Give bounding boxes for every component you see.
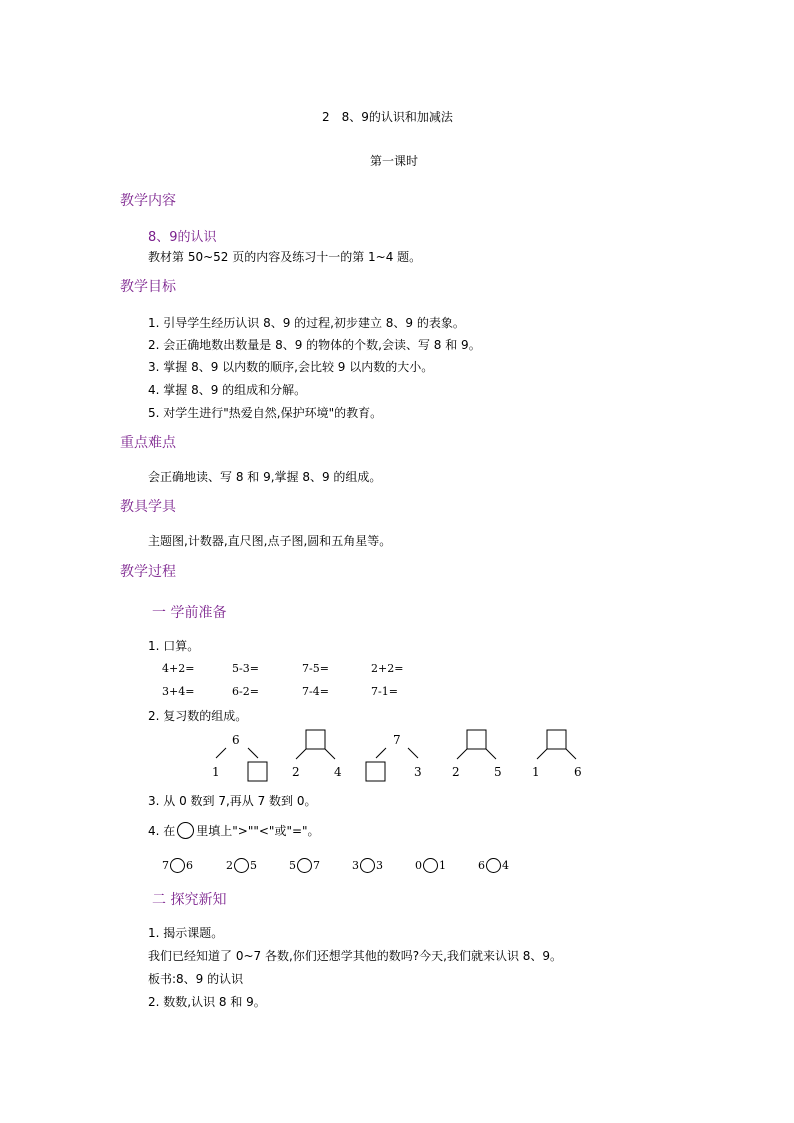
part1-q4 — [148, 822, 320, 839]
page-subtitle: 第一课时 — [370, 154, 419, 168]
compare-right: 3 — [376, 859, 383, 872]
part1-q2: 2. 复习数的组成。 — [148, 709, 248, 723]
answer-box — [248, 762, 267, 781]
answer-box — [467, 730, 486, 749]
tree4-right: 5 — [494, 765, 502, 779]
goal-item-3: 3. 掌握 8、9 以内数的顺序,会比较 9 以内数的大小。 — [148, 360, 434, 374]
compare-item — [162, 858, 193, 873]
tree3-top: 7 — [393, 733, 401, 747]
section-heading-process: 教学过程 — [120, 564, 176, 580]
compare-left: 0 — [415, 859, 422, 872]
section-heading-key: 重点难点 — [120, 435, 176, 451]
part1-q1: 1. 口算。 — [148, 639, 200, 653]
oral-calc-item: 7-5= — [302, 662, 329, 675]
q4-suffix: 里填上">""<"或"="。 — [196, 824, 320, 838]
goal-item-4: 4. 掌握 8、9 的组成和分解。 — [148, 383, 307, 397]
composition-trees — [200, 728, 600, 784]
compare-circle-icon — [297, 858, 312, 873]
part2-line1: 我们已经知道了 0~7 各数,你们还想学其他的数吗?今天,我们就来认识 8、9。 — [148, 949, 563, 963]
oral-calc-item: 7-4= — [302, 685, 329, 698]
compare-item — [226, 858, 257, 873]
tree3-right: 3 — [414, 765, 422, 779]
tree5-left: 1 — [532, 765, 540, 779]
part2-line2: 板书:8、9 的认识 — [148, 972, 244, 986]
tree1-top: 6 — [232, 733, 240, 747]
tree1-left: 1 — [212, 765, 220, 779]
compare-right: 7 — [313, 859, 320, 872]
goal-item-2: 2. 会正确地数出数量是 8、9 的物体的个数,会读、写 8 和 9。 — [148, 338, 481, 352]
oral-calc-item: 4+2= — [162, 662, 195, 675]
compare-left: 3 — [352, 859, 359, 872]
goal-item-5: 5. 对学生进行"热爱自然,保护环境"的教育。 — [148, 406, 383, 420]
compare-right: 5 — [250, 859, 257, 872]
answer-box — [366, 762, 385, 781]
part2-q2: 2. 数数,认识 8 和 9。 — [148, 995, 266, 1009]
tools-text: 主题图,计数器,直尺图,点子图,圆和五角星等。 — [148, 534, 392, 548]
oral-calc-item: 6-2= — [232, 685, 259, 698]
compare-item — [415, 858, 446, 873]
compare-circle-icon — [486, 858, 501, 873]
answer-box — [306, 730, 325, 749]
section-heading-content: 教学内容 — [120, 193, 176, 209]
q4-prefix: 4. 在 — [148, 824, 176, 838]
part1-heading: 一 学前准备 — [152, 605, 227, 621]
tree2-left: 2 — [292, 765, 300, 779]
compare-right: 6 — [186, 859, 193, 872]
part1-q3: 3. 从 0 数到 7,再从 7 数到 0。 — [148, 794, 317, 808]
section-heading-goals: 教学目标 — [120, 279, 176, 295]
key-text: 会正确地读、写 8 和 9,掌握 8、9 的组成。 — [148, 470, 382, 484]
tree4-left: 2 — [452, 765, 460, 779]
compare-right: 1 — [439, 859, 446, 872]
part2-q1: 1. 揭示课题。 — [148, 926, 224, 940]
compare-left: 7 — [162, 859, 169, 872]
oral-calc-item: 7-1= — [371, 685, 398, 698]
goal-item-1: 1. 引导学生经历认识 8、9 的过程,初步建立 8、9 的表象。 — [148, 316, 465, 330]
oral-calc-item: 3+4= — [162, 685, 195, 698]
tree5-right: 6 — [574, 765, 582, 779]
compare-item — [352, 858, 383, 873]
section-heading-tools: 教具学具 — [120, 499, 176, 515]
part2-heading: 二 探究新知 — [152, 892, 227, 908]
compare-left: 6 — [478, 859, 485, 872]
tree2-right: 4 — [334, 765, 342, 779]
content-subheading: 8、9的认识 — [148, 230, 217, 245]
compare-item — [289, 858, 320, 873]
content-text: 教材第 50~52 页的内容及练习十一的第 1~4 题。 — [148, 250, 422, 264]
compare-circle-icon — [170, 858, 185, 873]
compare-right: 4 — [502, 859, 509, 872]
compare-left: 2 — [226, 859, 233, 872]
compare-circle-icon — [234, 858, 249, 873]
oral-calc-item: 2+2= — [371, 662, 404, 675]
page-title: 2 8、9的认识和加减法 — [322, 110, 453, 124]
compare-item — [478, 858, 509, 873]
compare-left: 5 — [289, 859, 296, 872]
compare-circle-icon — [360, 858, 375, 873]
compare-circle-icon — [423, 858, 438, 873]
oral-calc-item: 5-3= — [232, 662, 259, 675]
circle-icon — [177, 822, 194, 839]
answer-box — [547, 730, 566, 749]
